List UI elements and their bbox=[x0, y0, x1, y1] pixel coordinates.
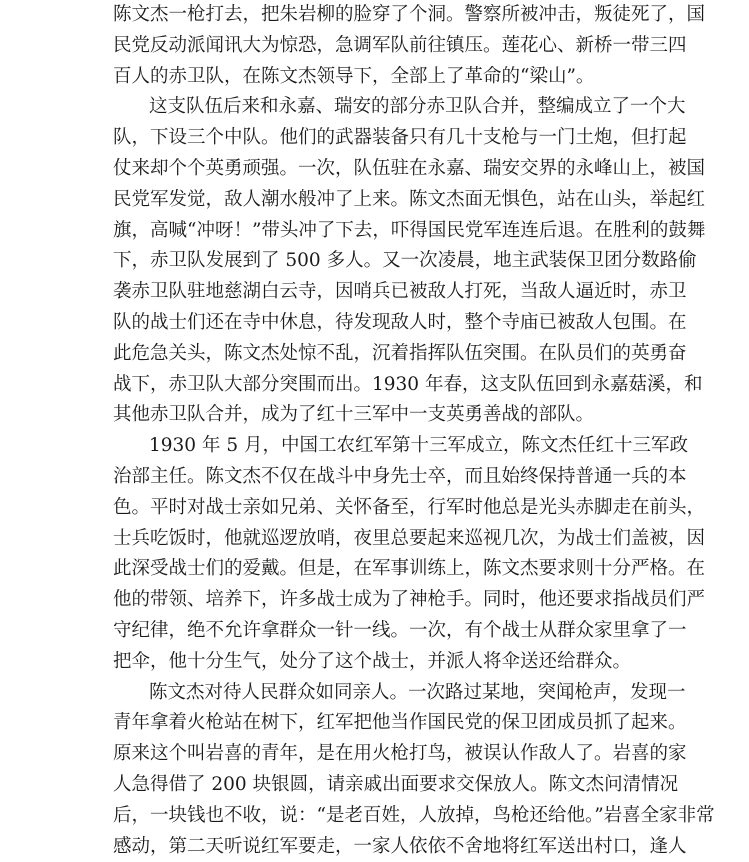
text-line: 袭赤卫队驻地慈湖白云寺，因哨兵已被敌人打死，当敌人逼近时，赤卫 bbox=[113, 281, 687, 303]
text-line: 守纪律，绝不允许拿群众一针一线。一次，有个战士从群众家里拿了一 bbox=[113, 619, 687, 641]
text-line: 把伞，他十分生气，处分了这个战士，并派人将伞送还给群众。 bbox=[113, 650, 632, 672]
text-line: 此危急关头，陈文杰处惊不乱，沉着指挥队伍突围。在队员们的英勇奋 bbox=[113, 342, 687, 364]
text-line: 色。平时对战士亲如兄弟、关怀备至，行军时他总是光头赤脚走在前头， bbox=[113, 496, 706, 518]
text-line: 民党反动派闻讯大为惊恐，急调军队前往镇压。莲花心、新桥一带三四 bbox=[113, 34, 687, 56]
text-line: 治部主任。陈文杰不仅在战斗中身先士卒，而且始终保持普通一兵的本 bbox=[113, 465, 687, 487]
paragraph-3 bbox=[113, 431, 706, 677]
text-line: 感动，第二天听说红军要走，一家人依依不舍地将红军送出村口，逢人 bbox=[113, 835, 687, 857]
text-line: 队的战士们还在寺中休息，待发现敌人时，整个寺庙已被敌人包围。在 bbox=[113, 311, 687, 333]
text-line: 队，下设三个中队。他们的武器装备只有几十支枪与一门土炮，但打起 bbox=[113, 127, 687, 149]
paragraph-2 bbox=[113, 92, 706, 431]
text-line: 陈文杰一枪打去，把朱岩柳的脸穿了个洞。警察所被冲击，叛徒死了，国 bbox=[113, 4, 706, 25]
text-line: 青年拿着火枪站在树下，红军把他当作国民党的保卫团成员抓了起来。 bbox=[113, 712, 687, 734]
text-line: 民党军发觉，敌人潮水般冲了上来。陈文杰面无惧色，站在山头，举起红 bbox=[113, 188, 706, 210]
text-line: 下，赤卫队发展到了 500 多人。又一次凌晨，地主武装保卫团分数路偷 bbox=[113, 250, 697, 272]
text-line: 后，一块钱也不收，说：“是老百姓，人放掉，鸟枪还给他。”岩喜全家非常 bbox=[113, 804, 715, 826]
text-line: 百人的赤卫队，在陈文杰领导下，全部上了革命的“梁山”。 bbox=[113, 65, 595, 87]
text-line: 人急得借了 200 块银圆，请亲戚出面要求交保放人。陈文杰问清情况 bbox=[113, 773, 679, 795]
text-line: 原来这个叫岩喜的青年，是在用火枪打鸟，被误认作敌人了。岩喜的家 bbox=[113, 743, 687, 765]
text-line: 战下，赤卫队大部分突围而出。1930 年春，这支队伍回到永嘉菇溪，和 bbox=[113, 373, 703, 395]
text-line: 1930 年 5 月，中国工农红军第十三军成立，陈文杰任红十三军政 bbox=[149, 435, 688, 457]
document-page bbox=[113, 0, 715, 862]
text-line: 仗来却个个英勇顽强。一次，队伍驻在永嘉、瑞安交界的永峰山上，被国 bbox=[113, 157, 706, 179]
text-line: 这支队伍后来和永嘉、瑞安的部分赤卫队合并，整编成立了一个大 bbox=[149, 96, 686, 118]
text-line: 他的带领、培养下，许多战士成为了神枪手。同时，他还要求指战员们严 bbox=[113, 589, 706, 611]
text-line: 陈文杰对待人民群众如同亲人。一次路过某地，突闻枪声，发现一 bbox=[149, 681, 686, 703]
text-line: 其他赤卫队合并，成为了红十三军中一支英勇善战的部队。 bbox=[113, 404, 595, 426]
paragraph-1 bbox=[113, 0, 706, 92]
text-line: 士兵吃饭时，他就巡逻放哨，夜里总要起来巡视几次，为战士们盖被，因 bbox=[113, 527, 706, 549]
text-line: 此深受战士们的爱戴。但是，在军事训练上，陈文杰要求则十分严格。在 bbox=[113, 558, 706, 580]
paragraph-4 bbox=[113, 678, 715, 862]
text-line: 旗，高喊“冲呀！”带头冲了下去，吓得国民党军连连后退。在胜利的鼓舞 bbox=[113, 219, 706, 241]
